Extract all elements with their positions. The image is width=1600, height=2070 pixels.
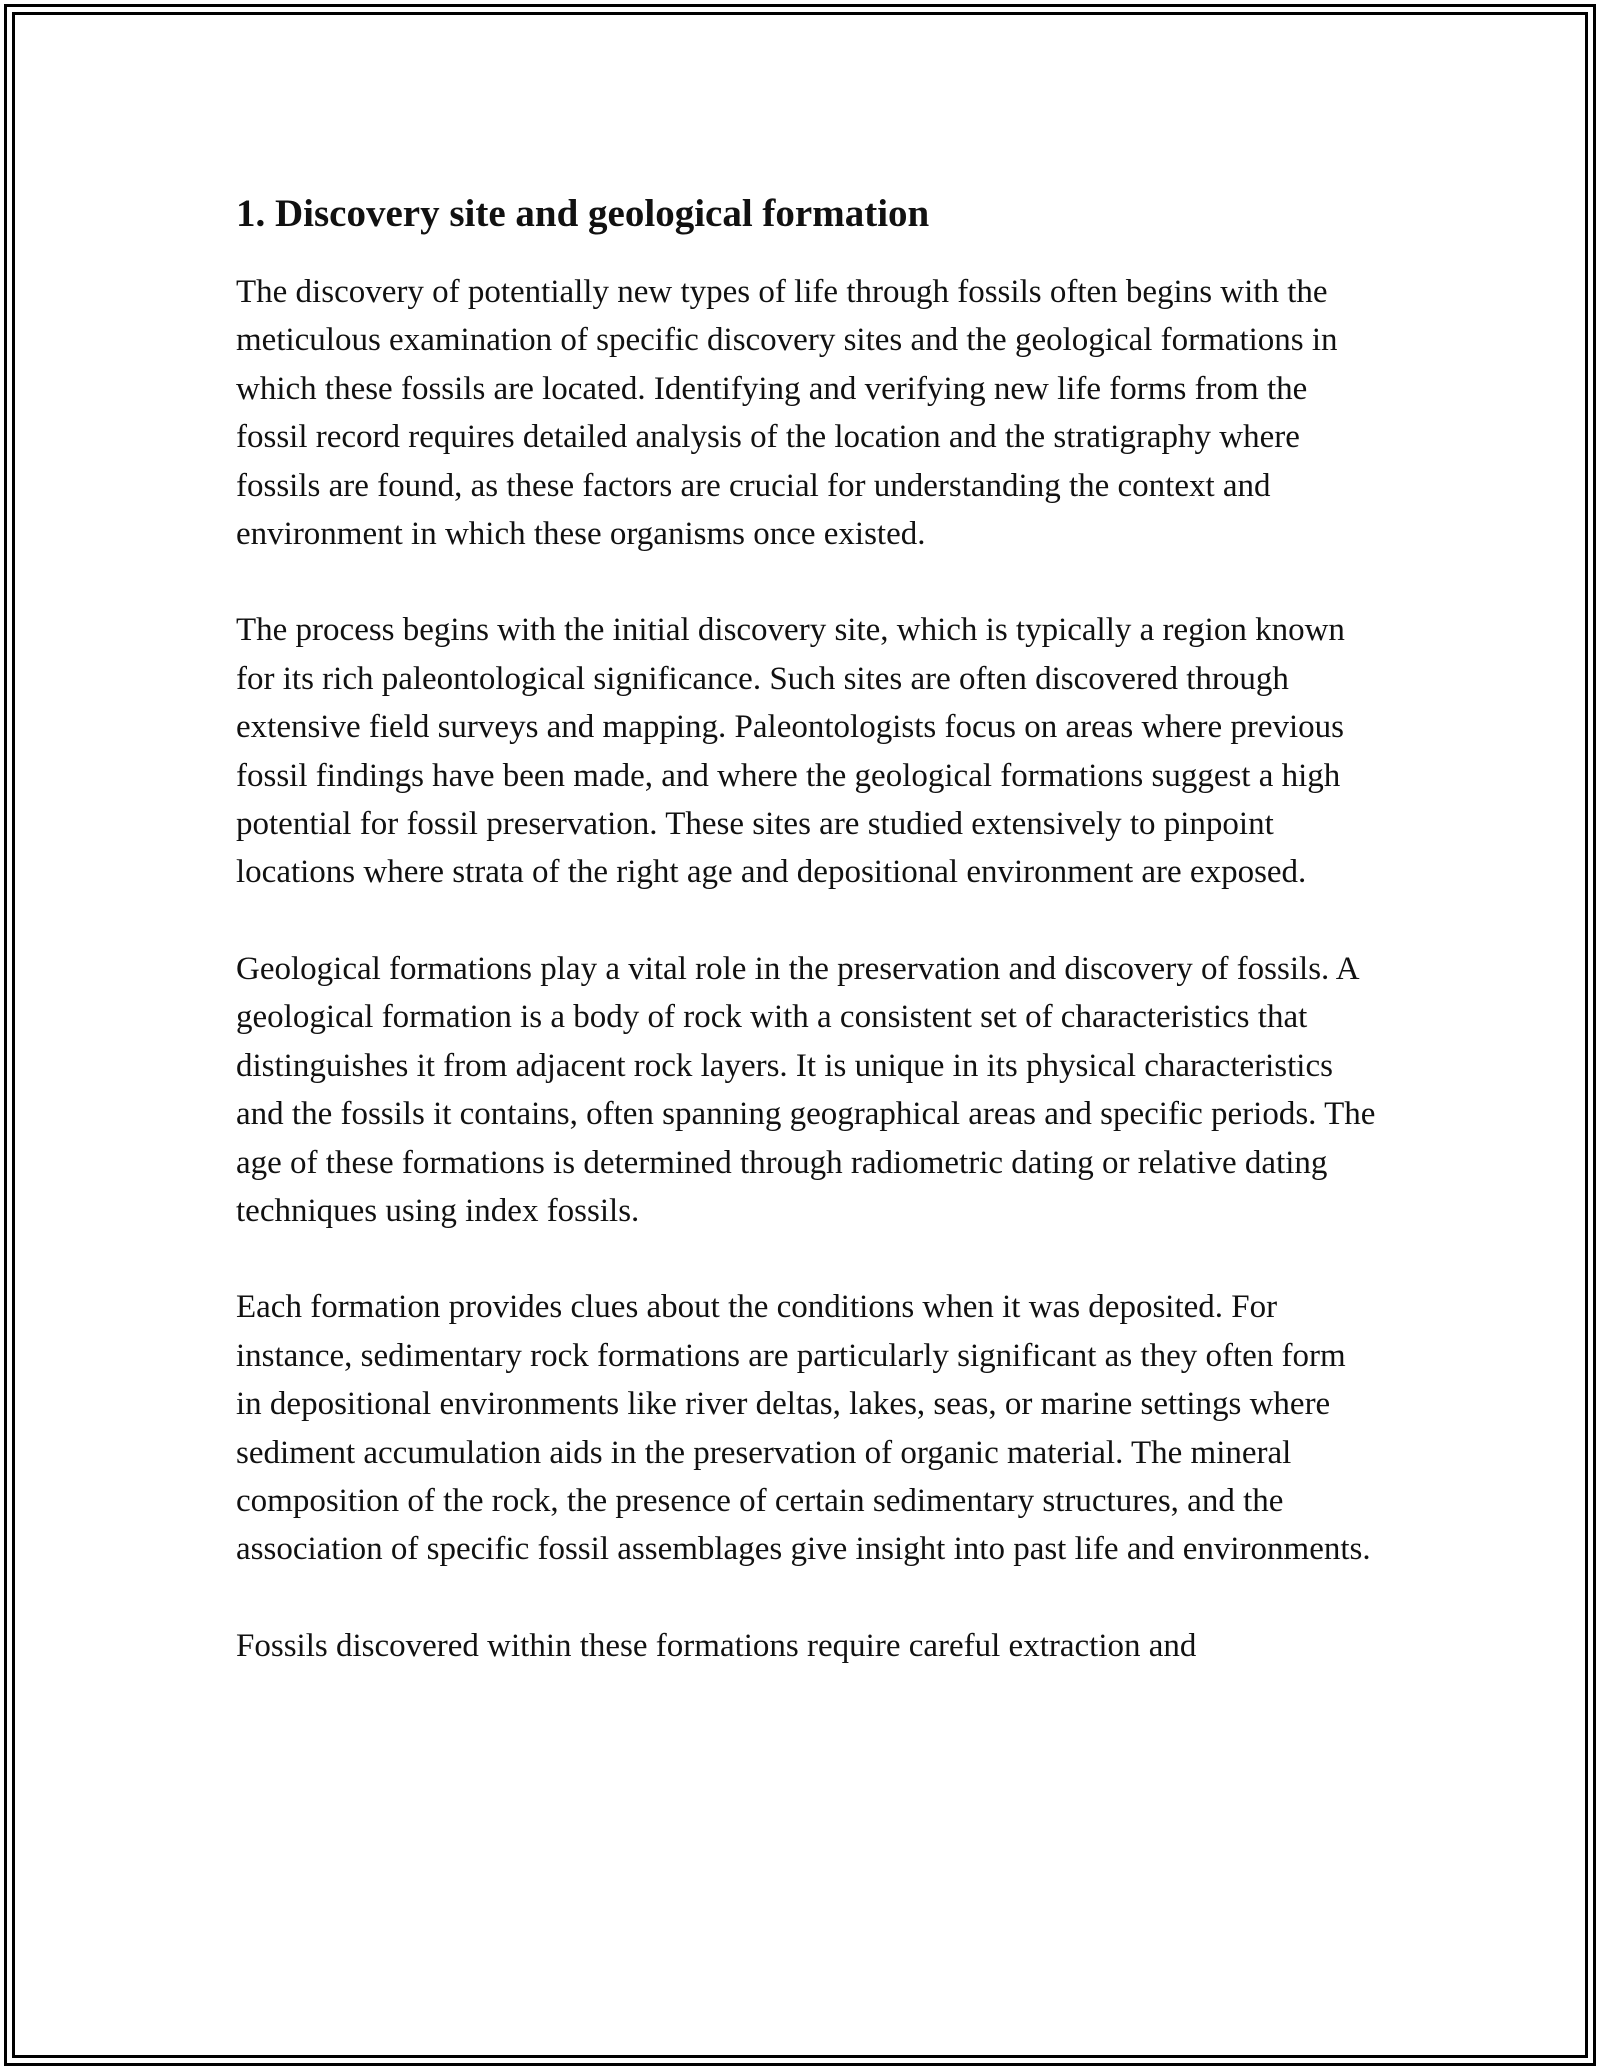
paragraph-5: Fossils discovered within these formations require careful extraction and bbox=[236, 1627, 1197, 1664]
paragraph-3: Geological formations play a vital role in the preservation and discovery of fossils. A geological formation is a body of rock with a consistent set of characteristics that distinguishes it from adjacent rock layers. It is unique in its physical characteristics and the fossils it contains, often spanning geographical areas and specific periods. The age of these formations is determined through radiometric dating or relative dating techniques using index fossils. bbox=[236, 950, 1376, 1229]
section-heading: 1. Discovery site and geological formation bbox=[236, 192, 930, 235]
paragraph-1: The discovery of potentially new types of life through fossils often begins with the meticulous examination of specific discovery sites and the geological formations in which these fossils are located. Identifying and verifying new life forms from the fossil record requires detailed analysis of the location and the stratigraphy where fossils are found, as these factors are crucial for understanding the context and environment in which these organisms once existed. bbox=[236, 274, 1338, 553]
paragraph-2: The process begins with the initial discovery site, which is typically a region known for its rich paleontological significance. Such sites are often discovered through extensive field surveys and mapping. Paleontologists focus on areas where previous fossil findings have been made, and where the geological formations suggest a high potential for fossil preservation. These sites are studied extensively to pinpoint locations where strata of the right age and depositional environment are exposed. bbox=[236, 612, 1345, 891]
paragraph-4: Each formation provides clues about the conditions when it was deposited. For instance, sedimentary rock formations are particularly significant as they often form in depositional environments like river deltas, lakes, seas, or marine settings where sediment accumulation aids in the preservation of organic material. The mineral composition of the rock, the presence of certain sedimentary structures, and the association of specific fossil assemblages give insight into past life and environments. bbox=[236, 1289, 1371, 1568]
document-body bbox=[236, 184, 1376, 1718]
